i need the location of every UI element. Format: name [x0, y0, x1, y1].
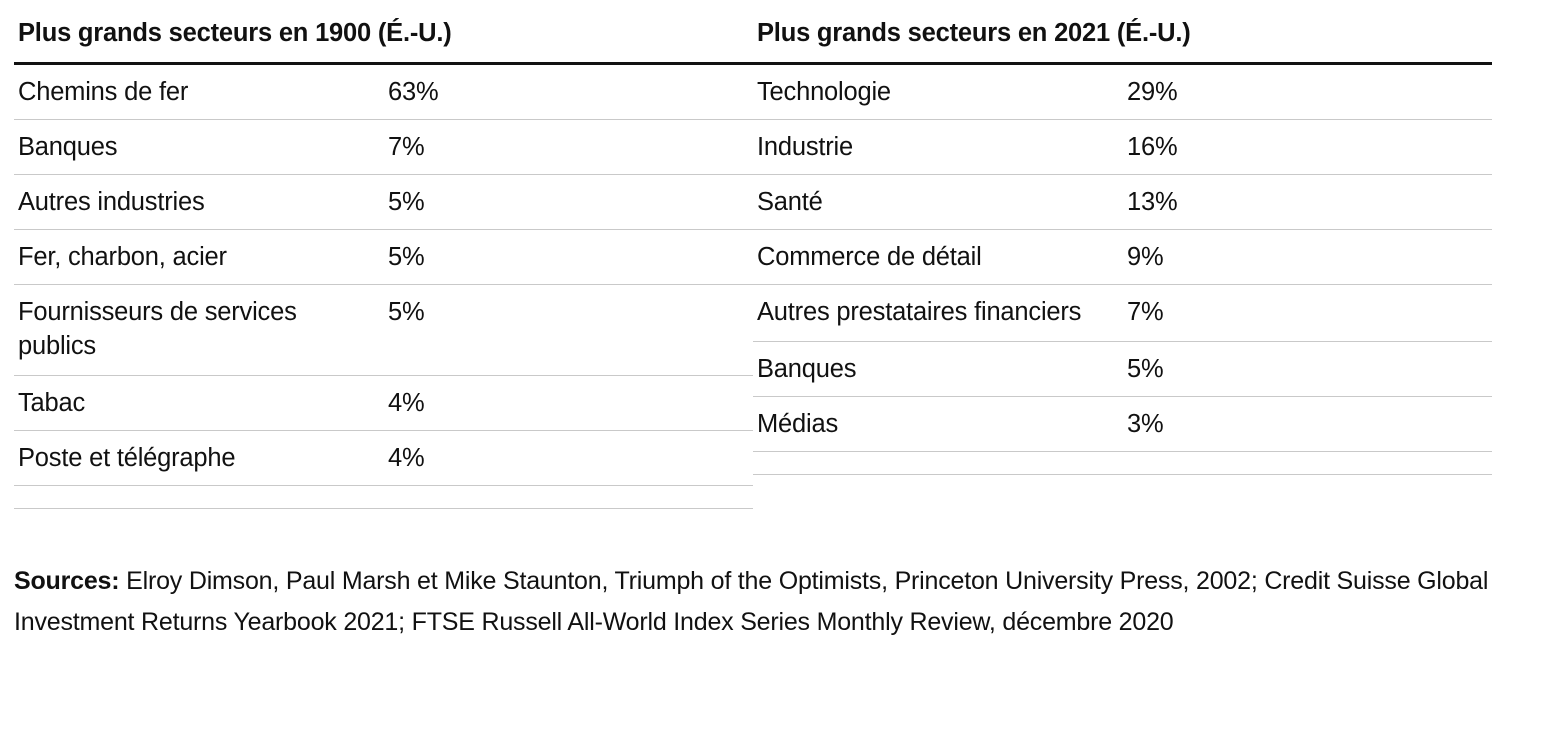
table-row — [753, 397, 1492, 452]
table-row — [14, 230, 753, 285]
row-label: Chemins de fer — [18, 78, 189, 106]
row-label: Fer, charbon, acier — [18, 243, 227, 271]
table-row — [753, 230, 1492, 285]
row-label: Banques — [757, 355, 857, 383]
row-label: Commerce de détail — [757, 243, 982, 271]
row-value: 9% — [1127, 243, 1164, 271]
row-value: 63% — [388, 78, 439, 106]
row-value: 13% — [1127, 188, 1178, 216]
row-label: Technologie — [757, 78, 891, 106]
table-row — [753, 65, 1492, 120]
row-label: Tabac — [18, 389, 86, 417]
row-value: 5% — [1127, 355, 1164, 383]
table-column-1900 — [14, 18, 753, 509]
column-heading-2021: Plus grands secteurs en 2021 (É.-U.) — [753, 18, 1492, 65]
table-bottom-rule — [753, 452, 1492, 475]
table-column-2021 — [753, 18, 1492, 509]
table-row — [753, 175, 1492, 230]
row-value: 3% — [1127, 410, 1164, 438]
table-row — [753, 120, 1492, 175]
row-value: 5% — [388, 188, 425, 216]
row-value: 16% — [1127, 133, 1178, 161]
row-label: Industrie — [757, 133, 854, 161]
table-bottom-rule — [14, 486, 753, 509]
table-row — [753, 342, 1492, 397]
table-row — [14, 376, 753, 431]
row-label: Autres prestataires financiers — [757, 298, 1082, 326]
sources-note — [14, 561, 1496, 643]
row-label: Banques — [18, 133, 118, 161]
row-value: 4% — [388, 444, 425, 472]
row-value: 7% — [388, 133, 425, 161]
table-row — [14, 120, 753, 175]
sectors-table — [14, 18, 1492, 509]
row-label: Poste et télégraphe — [18, 444, 236, 472]
row-value: 5% — [388, 243, 425, 271]
table-row — [14, 285, 753, 376]
sources-label: Sources: — [14, 567, 120, 595]
row-label: Fournisseurs de services publics — [18, 298, 297, 360]
row-label: Autres industries — [18, 188, 205, 216]
table-row — [14, 175, 753, 230]
sources-text: Elroy Dimson, Paul Marsh et Mike Staunton, Triumph of the Optimists, Princeton University Press, 2002; Credit Suisse Global Investment Returns Yearbook 2021; FTSE Russell All-World Index Series Monthly Review, décembre 2020 — [14, 567, 1489, 636]
table-row — [14, 431, 753, 486]
row-value: 7% — [1127, 298, 1164, 326]
row-label: Médias — [757, 410, 839, 438]
column-heading-1900: Plus grands secteurs en 1900 (É.-U.) — [14, 18, 753, 65]
row-value: 29% — [1127, 78, 1178, 106]
table-row — [753, 285, 1492, 342]
table-row — [14, 65, 753, 120]
row-value: 4% — [388, 389, 425, 417]
row-value: 5% — [388, 298, 425, 326]
row-label: Santé — [757, 188, 823, 216]
